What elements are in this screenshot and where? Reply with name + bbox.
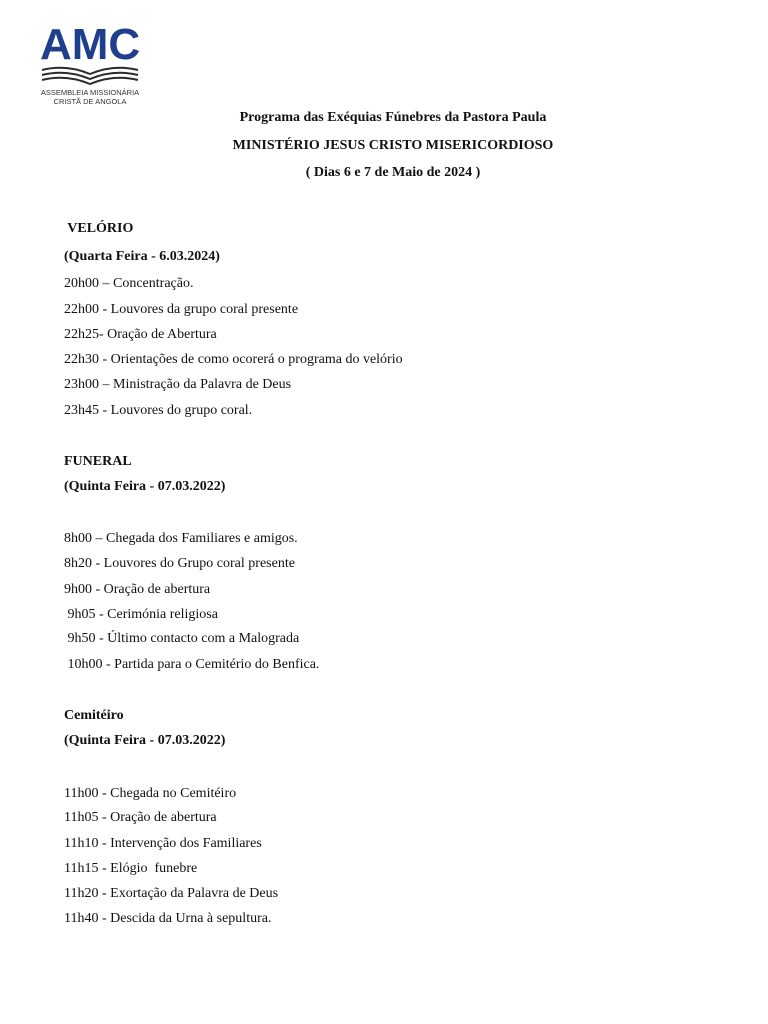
section-heading-funeral: FUNERAL xyxy=(64,454,132,469)
schedule-item: 8h00 – Chegada dos Familiares e amigos. xyxy=(64,531,298,546)
document-title: Programa das Exéquias Fúnebres da Pastora Paula xyxy=(239,110,547,125)
schedule-item: 22h30 - Orientações de como ocorerá o programa do velório xyxy=(64,352,403,367)
schedule-item: 11h10 - Intervenção dos Familiares xyxy=(64,836,262,851)
schedule-item: 11h00 - Chegada no Cemitéiro xyxy=(64,786,237,801)
date-range: ( Dias 6 e 7 de Maio de 2024 ) xyxy=(305,165,481,180)
amc-logo xyxy=(34,20,174,120)
schedule-item: 8h20 - Louvores do Grupo coral presente xyxy=(64,556,295,571)
schedule-item: 23h45 - Louvores do grupo coral. xyxy=(64,403,253,418)
ministry-name: MINISTÉRIO JESUS CRISTO MISERICORDIOSO xyxy=(232,138,554,153)
logo-subtitle-1: ASSEMBLEIA MISSIONÁRIA xyxy=(40,88,140,97)
section-heading-velorio: VELÓRIO xyxy=(64,221,134,236)
schedule-item: 9h00 - Oração de abertura xyxy=(64,582,211,597)
schedule-item: 9h05 - Cerimónia religiosa xyxy=(64,607,218,622)
logo-subtitle-2: CRISTÃ DE ANGOLA xyxy=(53,97,127,106)
logo-text: AMC xyxy=(40,20,141,69)
section-heading-cemiterio: Cemitéiro xyxy=(64,708,124,723)
section-day-velorio: (Quarta Feira - 6.03.2024) xyxy=(64,249,220,264)
schedule-item: 23h00 – Ministração da Palavra de Deus xyxy=(64,377,292,392)
schedule-item: 11h20 - Exortação da Palavra de Deus xyxy=(64,886,279,901)
section-day-funeral: (Quinta Feira - 07.03.2022) xyxy=(64,479,226,494)
schedule-item: 22h00 - Louvores da grupo coral presente xyxy=(64,302,299,317)
schedule-item: 20h00 – Concentração. xyxy=(64,276,194,291)
schedule-item: 11h05 - Oração de abertura xyxy=(64,810,217,825)
schedule-item: 11h15 - Elógio funebre xyxy=(64,861,198,876)
section-day-cemiterio: (Quinta Feira - 07.03.2022) xyxy=(64,733,226,748)
schedule-item: 11h40 - Descida da Urna à sepultura. xyxy=(64,911,272,926)
schedule-item: 22h25- Oração de Abertura xyxy=(64,327,217,342)
schedule-item: 10h00 - Partida para o Cemitério do Benfica. xyxy=(64,657,320,672)
schedule-item: 9h50 - Último contacto com a Malograda xyxy=(64,631,300,646)
open-book-icon xyxy=(38,64,142,86)
